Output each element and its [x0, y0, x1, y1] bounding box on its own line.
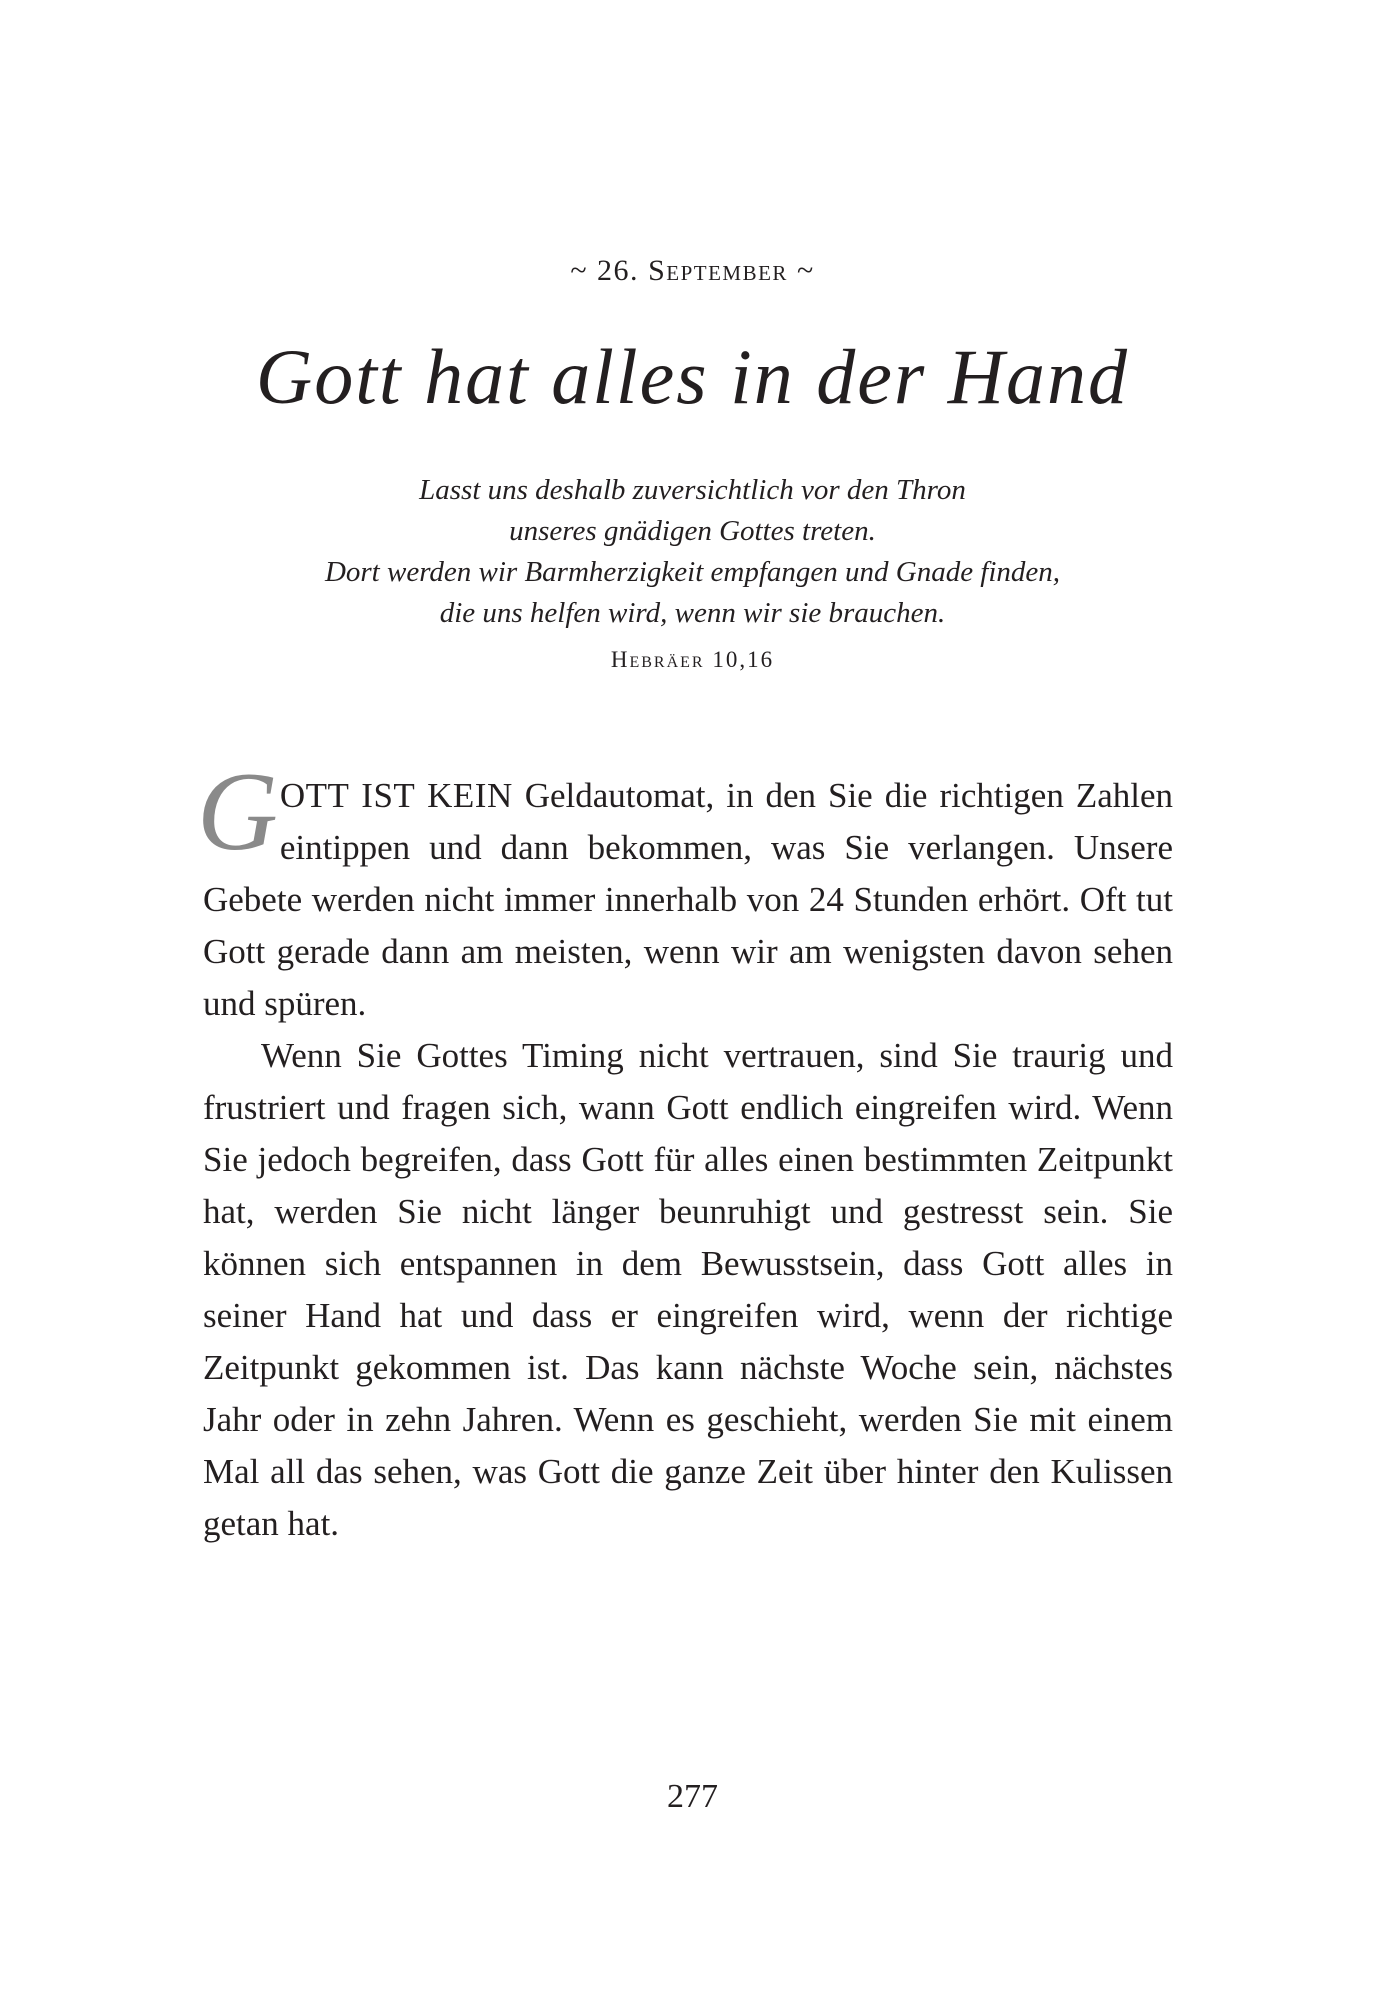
- bible-verse: [0, 470, 1385, 634]
- verse-reference: Hebräer 10,16: [610, 647, 775, 672]
- drop-cap: G: [197, 750, 278, 874]
- paragraph-1-text: Geldautomat, in den Sie die richtigen Zahlen eintippen und dann bekommen, was Sie verlangen. Unsere Gebete werden nicht immer innerhalb von 24 Stunden erhört. Oft tut Gott gerade dann am meisten, wenn wir am wenigsten davon sehen und spüren.: [203, 776, 1173, 1023]
- verse-line-1: Lasst uns deshalb zuversichtlich vor den Thron: [419, 474, 966, 506]
- page-number: 277: [667, 1778, 718, 1815]
- paragraph-2: Wenn Sie Gottes Timing nicht vertrauen, sind Sie traurig und frustriert und fragen sich, wann Gott endlich eingreifen wird. Wenn Sie jedoch begreifen, dass Gott für alles einen bestimmten Zeitpunkt hat, werden Sie nicht länger beunruhigt und gestresst sein. Sie können sich entspannen in dem Bewusstsein, dass Gott alles in seiner Hand hat und dass er eingreifen wird, wenn der richtige Zeitpunkt gekommen ist. Das kann nächste Woche sein, nächstes Jahr oder in zehn Jahren. Wenn es geschieht, werden Sie mit einem Mal all das sehen, was Gott die ganze Zeit über hinter den Kulissen getan hat.: [203, 1036, 1173, 1543]
- verse-line-3: Dort werden wir Barmherzigkeit empfangen und Gnade finden,: [324, 556, 1061, 588]
- verse-line-2: unseres gnädigen Gottes treten.: [509, 515, 876, 547]
- body-text: [197, 750, 1173, 1550]
- devotional-title: Gott hat alles in der Hand: [255, 333, 1130, 420]
- verse-line-4: die uns helfen wird, wenn wir sie brauchen.: [439, 597, 946, 629]
- lead-caps: OTT IST KEIN: [279, 776, 513, 815]
- paragraph-1: [197, 750, 1173, 1030]
- date-suffix: ~: [787, 254, 815, 287]
- date-heading: [0, 254, 1385, 288]
- date-month: September: [648, 254, 788, 287]
- date-prefix: ~ 26.: [570, 254, 649, 287]
